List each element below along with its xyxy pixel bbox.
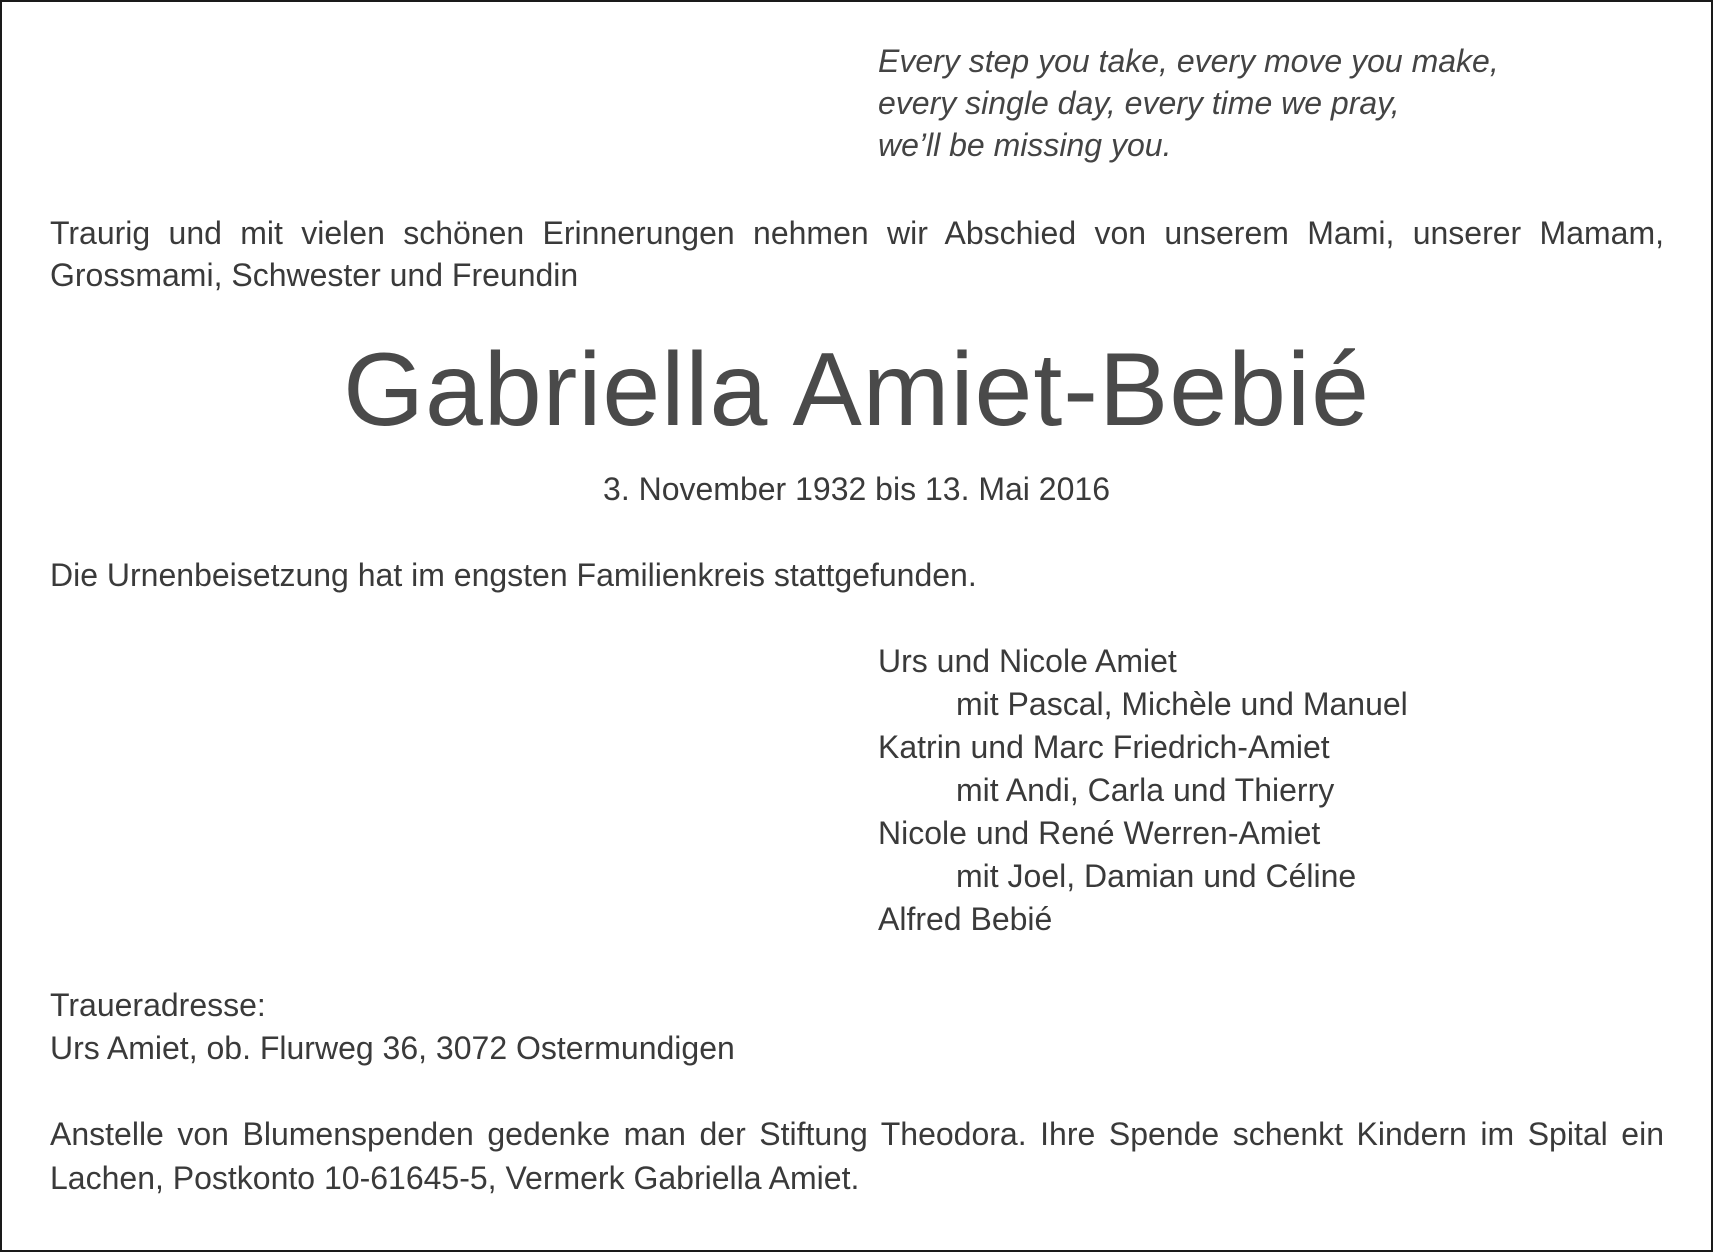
- family-member: Urs und Nicole Amiet: [878, 643, 1177, 679]
- family-member-children: mit Andi, Carla und Thierry: [956, 772, 1335, 808]
- family-list: [878, 640, 1408, 941]
- burial-notice: Die Urnenbeisetzung hat im engsten Familienkreis stattgefunden.: [50, 557, 977, 593]
- family-member: Alfred Bebié: [878, 901, 1053, 937]
- quote-line: every single day, every time we pray,: [878, 85, 1400, 121]
- quote-line: Every step you take, every move you make,: [878, 43, 1499, 79]
- address-value: Urs Amiet, ob. Flurweg 36, 3072 Ostermundigen: [50, 1030, 735, 1066]
- intro-text: Traurig und mit vielen schönen Erinnerungen nehmen wir Abschied von unserem Mami, unserer Mamam, Grossmami, Schwester und Freundin: [50, 215, 1664, 293]
- life-dates: 3. November 1932 bis 13. Mai 2016: [603, 471, 1110, 507]
- family-member: Nicole und René Werren-Amiet: [878, 815, 1321, 851]
- quote-line: we’ll be missing you.: [878, 127, 1172, 163]
- epigraph-quote: [878, 40, 1499, 166]
- mourning-address: [50, 984, 735, 1070]
- deceased-name: Gabriella Amiet-Bebié: [343, 332, 1370, 448]
- family-member: Katrin und Marc Friedrich-Amiet: [878, 729, 1330, 765]
- donation-note: Anstelle von Blumenspenden gedenke man der Stiftung Theodora. Ihre Spende schenkt Kindern im Spital ein Lachen, Postkonto 10-61645-5, Vermerk Gabriella Amiet.: [50, 1116, 1664, 1196]
- family-member-children: mit Joel, Damian und Céline: [956, 858, 1357, 894]
- family-member-children: mit Pascal, Michèle und Manuel: [956, 686, 1408, 722]
- address-label: Traueradresse:: [50, 987, 266, 1023]
